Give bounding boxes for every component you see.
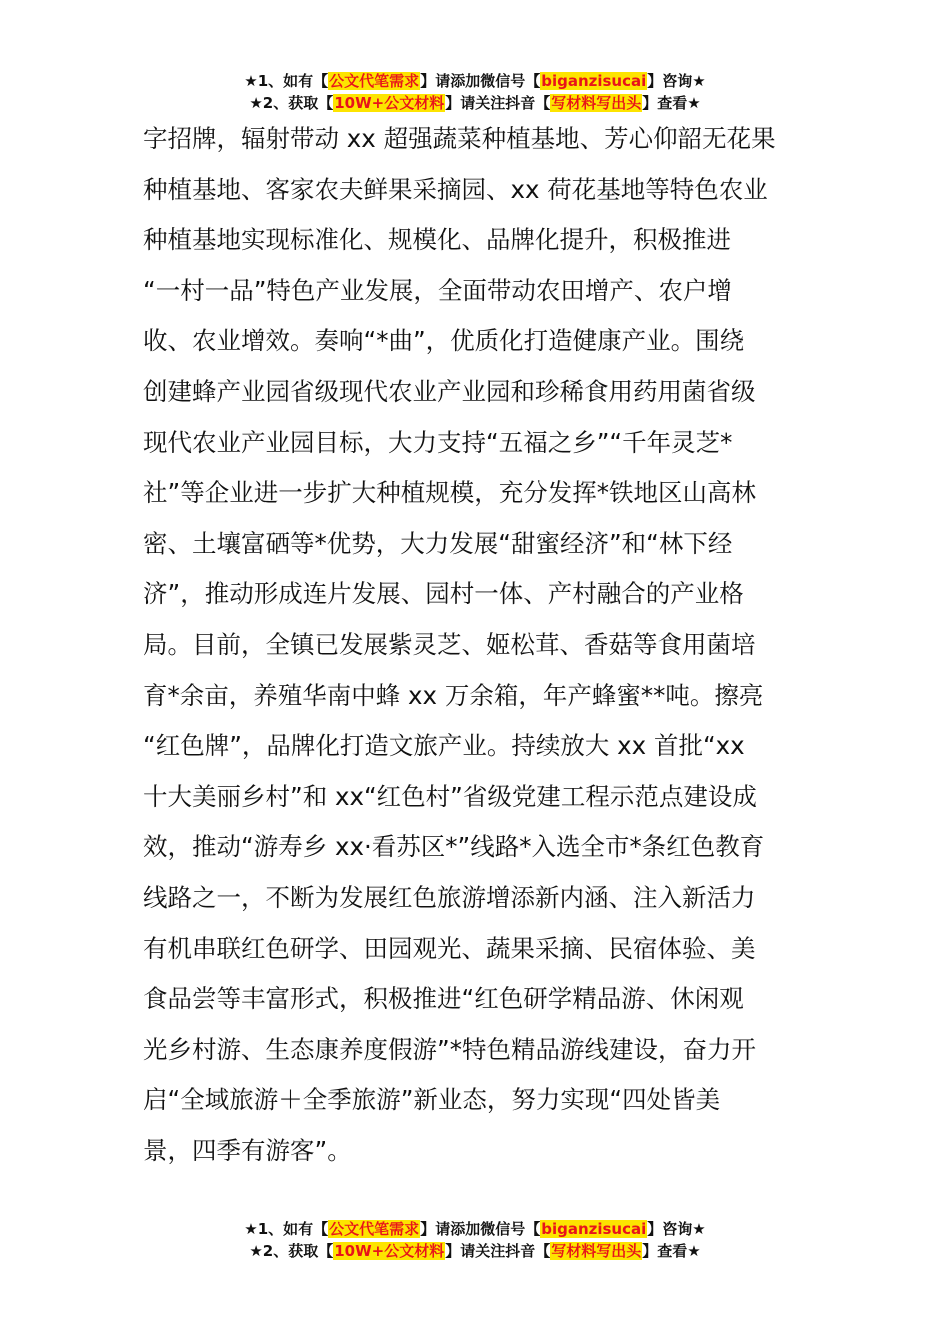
body-line: 种植基地实现标准化、规模化、品牌化提升，积极推进 <box>143 225 731 255</box>
banner-text: 】查看★ <box>642 94 701 112</box>
banner-highlight: 公文代笔需求 <box>329 72 420 90</box>
body-line: 局。目前，全镇已发展紫灵芝、姬松茸、香菇等食用菌培 <box>143 629 756 659</box>
body-line: “一村一品”特色产业发展，全面带动农田增产、农户增 <box>143 275 732 305</box>
banner-highlight: 10W+公文材料 <box>334 1242 445 1260</box>
banner-text: 】请关注抖音【 <box>445 94 551 112</box>
banner-text: 】查看★ <box>642 1242 701 1260</box>
body-line: 十大美丽乡村”和 xx“红色村”省级党建工程示范点建设成 <box>143 781 757 811</box>
document-body <box>143 114 813 1176</box>
footer-banner-line-1 <box>0 1218 950 1240</box>
body-line: 景，四季有游客”。 <box>143 1135 352 1165</box>
header-banner-line-2 <box>0 92 950 114</box>
banner-text: 】请添加微信号【 <box>420 72 541 90</box>
banner-text: 】请添加微信号【 <box>420 1220 541 1238</box>
banner-text: 】咨询★ <box>647 72 706 90</box>
body-line: 效，推动“游寿乡 xx·看苏区*”线路*入选全市*条红色教育 <box>143 832 765 862</box>
body-line: 有机串联红色研学、田园观光、蔬果采摘、民宿体验、美 <box>143 933 756 963</box>
body-line: 字招牌，辐射带动 xx 超强蔬菜种植基地、芳心仰韶无花果 <box>143 124 776 153</box>
header-banner <box>0 70 950 114</box>
body-line: 创建蜂产业园省级现代农业产业园和珍稀食用药用菌省级 <box>143 376 756 406</box>
banner-text: 】咨询★ <box>647 1220 706 1238</box>
header-banner-line-1 <box>0 70 950 92</box>
body-line: 收、农业增效。奏响“*曲”，优质化打造健康产业。围绕 <box>143 326 745 356</box>
body-line: 社”等企业进一步扩大种植规模，充分发挥*铁地区山高林 <box>143 478 756 508</box>
body-line: 密、土壤富硒等*优势，大力发展“甜蜜经济”和“林下经 <box>143 528 733 558</box>
banner-text: ★2、获取【 <box>249 94 334 112</box>
body-line: 现代农业产业园目标，大力支持“五福之乡”“千年灵芝* <box>143 427 733 457</box>
banner-highlight: 公文代笔需求 <box>329 1220 420 1238</box>
body-line: 光乡村游、生态康养度假游”*特色精品游线建设，奋力开 <box>143 1034 756 1064</box>
body-line: 济”，推动形成连片发展、园村一体、产村融合的产业格 <box>143 579 744 609</box>
banner-highlight-wechat-id: biganzisucai <box>541 72 647 90</box>
banner-highlight-wechat-id: biganzisucai <box>541 1220 647 1238</box>
footer-banner <box>0 1218 950 1262</box>
body-line: 启“全域旅游＋全季旅游”新业态，努力实现“四处皆美 <box>143 1085 721 1115</box>
body-line: “红色牌”，品牌化打造文旅产业。持续放大 xx 首批“xx <box>143 731 745 761</box>
body-line: 食品尝等丰富形式，积极推进“红色研学精品游、休闲观 <box>143 984 744 1014</box>
footer-banner-line-2 <box>0 1240 950 1262</box>
body-line: 育*余亩，养殖华南中蜂 xx 万余箱，年产蜂蜜**吨。擦亮 <box>143 680 764 710</box>
banner-text: ★1、如有【 <box>244 1220 329 1238</box>
banner-highlight-douyin-account: 写材料写出头 <box>551 94 642 112</box>
banner-highlight-douyin-account: 写材料写出头 <box>551 1242 642 1260</box>
banner-highlight: 10W+公文材料 <box>334 94 445 112</box>
banner-text: ★2、获取【 <box>249 1242 334 1260</box>
banner-text: ★1、如有【 <box>244 72 329 90</box>
body-line: 线路之一，不断为发展红色旅游增添新内涵、注入新活力 <box>143 882 756 912</box>
body-line: 种植基地、客家农夫鲜果采摘园、xx 荷花基地等特色农业 <box>143 174 768 204</box>
banner-text: 】请关注抖音【 <box>445 1242 551 1260</box>
